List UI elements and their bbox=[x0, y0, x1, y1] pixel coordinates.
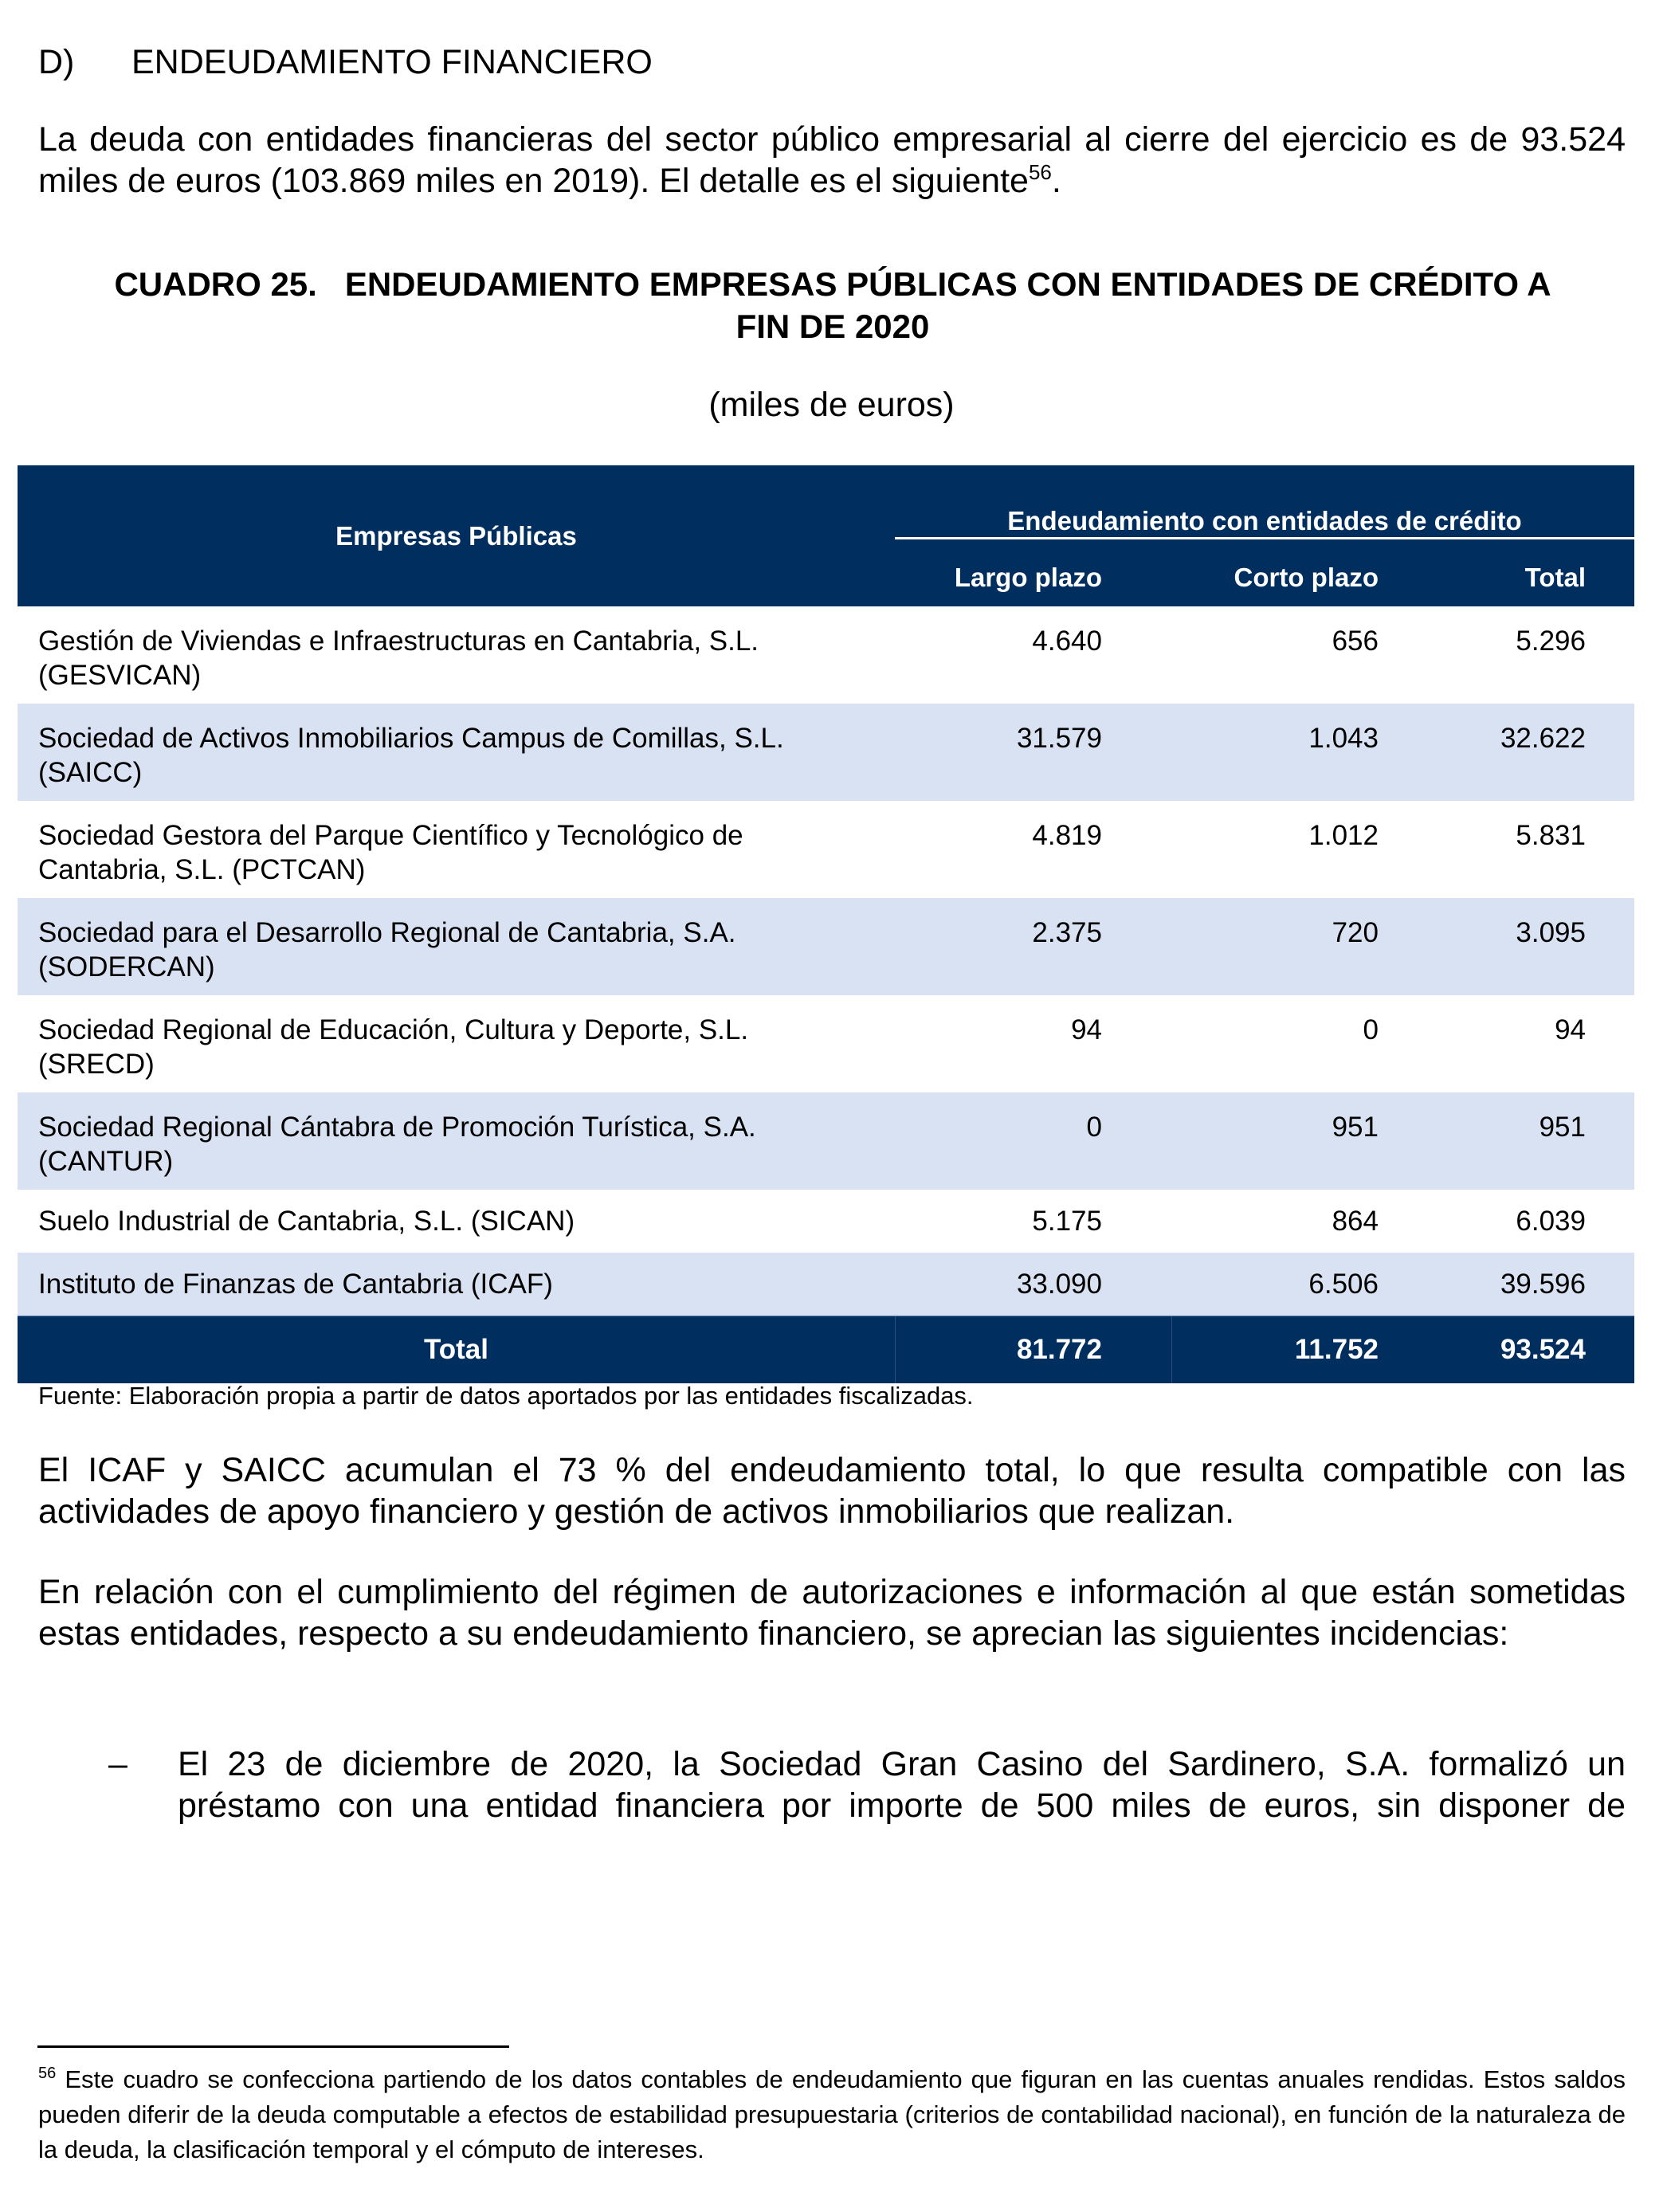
row-largo: 2.375 bbox=[1032, 917, 1102, 948]
row-largo: 33.090 bbox=[1016, 1269, 1102, 1300]
debt-table bbox=[18, 465, 1634, 1383]
row-largo: 0 bbox=[1086, 1112, 1102, 1143]
total-corto: 11.752 bbox=[1294, 1334, 1379, 1365]
footnote bbox=[38, 2062, 1626, 2167]
row-entity: Sociedad para el Desarrollo Regional de Cantabria, S.A. (SODERCAN) bbox=[38, 917, 736, 982]
row-total: 5.296 bbox=[1516, 626, 1586, 657]
table-row bbox=[18, 1190, 1634, 1253]
row-corto: 720 bbox=[1332, 917, 1379, 948]
header-group-rule bbox=[895, 537, 1634, 539]
paragraph: El ICAF y SAICC acumulan el 73 % del endeudamiento total, lo que resulta compatible con las actividades de apoyo financiero y gestión de activos inmobiliarios que realizan. bbox=[38, 1451, 1626, 1531]
row-entity: Sociedad de Activos Inmobiliarios Campus de Comillas, S.L. (SAICC) bbox=[38, 723, 784, 788]
table-row bbox=[18, 801, 1634, 898]
row-largo: 4.819 bbox=[1032, 820, 1102, 851]
header-corto-plazo: Corto plazo bbox=[1234, 563, 1379, 592]
row-corto: 656 bbox=[1332, 626, 1379, 657]
section-letter: D) bbox=[38, 43, 75, 81]
row-corto: 1.043 bbox=[1308, 723, 1379, 754]
table-header bbox=[18, 465, 1634, 606]
table-source: Fuente: Elaboración propia a partir de datos aportados por las entidades fiscalizadas. bbox=[38, 1382, 974, 1410]
header-group: Endeudamiento con entidades de crédito bbox=[1007, 506, 1522, 535]
section-title: ENDEUDAMIENTO FINANCIERO bbox=[131, 43, 653, 81]
row-entity: Sociedad Regional Cántabra de Promoción Turística, S.A. (CANTUR) bbox=[38, 1112, 756, 1177]
row-total: 6.039 bbox=[1516, 1206, 1586, 1237]
row-entity: Sociedad Gestora del Parque Científico y Tecnológico de Cantabria, S.L. (PCTCAN) bbox=[38, 820, 743, 885]
intro-paragraph bbox=[38, 120, 1626, 202]
section-heading bbox=[38, 41, 653, 83]
bullet-marker: – bbox=[108, 1745, 127, 1783]
header-total: Total bbox=[1524, 563, 1586, 592]
row-total: 39.596 bbox=[1500, 1269, 1586, 1300]
row-corto: 6.506 bbox=[1308, 1269, 1379, 1300]
row-corto: 864 bbox=[1332, 1206, 1379, 1237]
row-corto: 951 bbox=[1332, 1112, 1379, 1143]
footnote-separator bbox=[37, 2045, 509, 2048]
intro-text: La deuda con entidades financieras del sector público empresarial al cierre del ejercicio es de 93.524 miles de euros (103.869 miles en 2019). El detalle es el siguiente bbox=[38, 120, 1626, 200]
row-total: 5.831 bbox=[1516, 820, 1586, 851]
footnote-text: Este cuadro se confecciona partiendo de los datos contables de endeudamiento que figuran en las cuentas anuales rendidas. Estos saldos pueden diferir de la deuda computable a efectos de estabilidad presupuestaria (criterios de contabilidad nacional), en función de la naturaleza de la deuda, la clasificación temporal y el cómputo de intereses. bbox=[38, 2065, 1626, 2163]
bullet-item: El 23 de diciembre de 2020, la Sociedad Gran Casino del Sardinero, S.A. formalizó un préstamo con una entidad financiera por importe de 500 miles de euros, sin disponer de bbox=[178, 1745, 1626, 1825]
row-entity: Gestión de Viviendas e Infraestructuras en Cantabria, S.L. (GESVICAN) bbox=[38, 626, 759, 691]
row-total: 94 bbox=[1555, 1014, 1586, 1045]
total-label: Total bbox=[423, 1334, 488, 1365]
row-largo: 4.640 bbox=[1032, 626, 1102, 657]
table-title-line2: FIN DE 2020 bbox=[735, 308, 930, 345]
row-entity: Suelo Industrial de Cantabria, S.L. (SICAN) bbox=[38, 1206, 575, 1237]
row-total: 32.622 bbox=[1500, 723, 1586, 754]
table-row bbox=[18, 606, 1634, 704]
row-entity: Sociedad Regional de Educación, Cultura y Deporte, S.L. (SRECD) bbox=[38, 1014, 749, 1080]
header-entity bbox=[18, 465, 895, 606]
table-total-row bbox=[18, 1316, 1634, 1383]
row-largo: 94 bbox=[1071, 1014, 1102, 1045]
paragraph: En relación con el cumplimiento del régimen de autorizaciones e información al que están sometidas estas entidades, respecto a su endeudamiento financiero, se aprecian las siguientes incidencias: bbox=[38, 1573, 1626, 1653]
table-row bbox=[18, 898, 1634, 995]
total-largo: 81.772 bbox=[1016, 1334, 1102, 1365]
row-largo: 5.175 bbox=[1032, 1206, 1102, 1237]
row-corto: 0 bbox=[1363, 1014, 1379, 1045]
row-total: 3.095 bbox=[1516, 917, 1586, 948]
table-row bbox=[18, 1253, 1634, 1316]
table-row bbox=[18, 704, 1634, 801]
row-largo: 31.579 bbox=[1016, 723, 1102, 754]
total-total: 93.524 bbox=[1500, 1334, 1586, 1365]
row-corto: 1.012 bbox=[1308, 820, 1379, 851]
table-title-line1: CUADRO 25. ENDEUDAMIENTO EMPRESAS PÚBLICAS CON ENTIDADES DE CRÉDITO A bbox=[114, 265, 1551, 303]
intro-end: . bbox=[1051, 161, 1061, 200]
row-entity: Instituto de Finanzas de Cantabria (ICAF) bbox=[38, 1269, 553, 1300]
table-title bbox=[32, 263, 1634, 347]
table-units: (miles de euros) bbox=[708, 386, 955, 424]
row-total: 951 bbox=[1539, 1112, 1586, 1143]
table-row bbox=[18, 995, 1634, 1092]
header-largo-plazo: Largo plazo bbox=[954, 563, 1102, 592]
footnote-number: 56 bbox=[38, 2065, 57, 2082]
table-row bbox=[18, 1092, 1634, 1190]
header-entity-label: Empresas Públicas bbox=[335, 520, 577, 551]
footnote-ref[interactable]: 56 bbox=[1028, 159, 1052, 184]
